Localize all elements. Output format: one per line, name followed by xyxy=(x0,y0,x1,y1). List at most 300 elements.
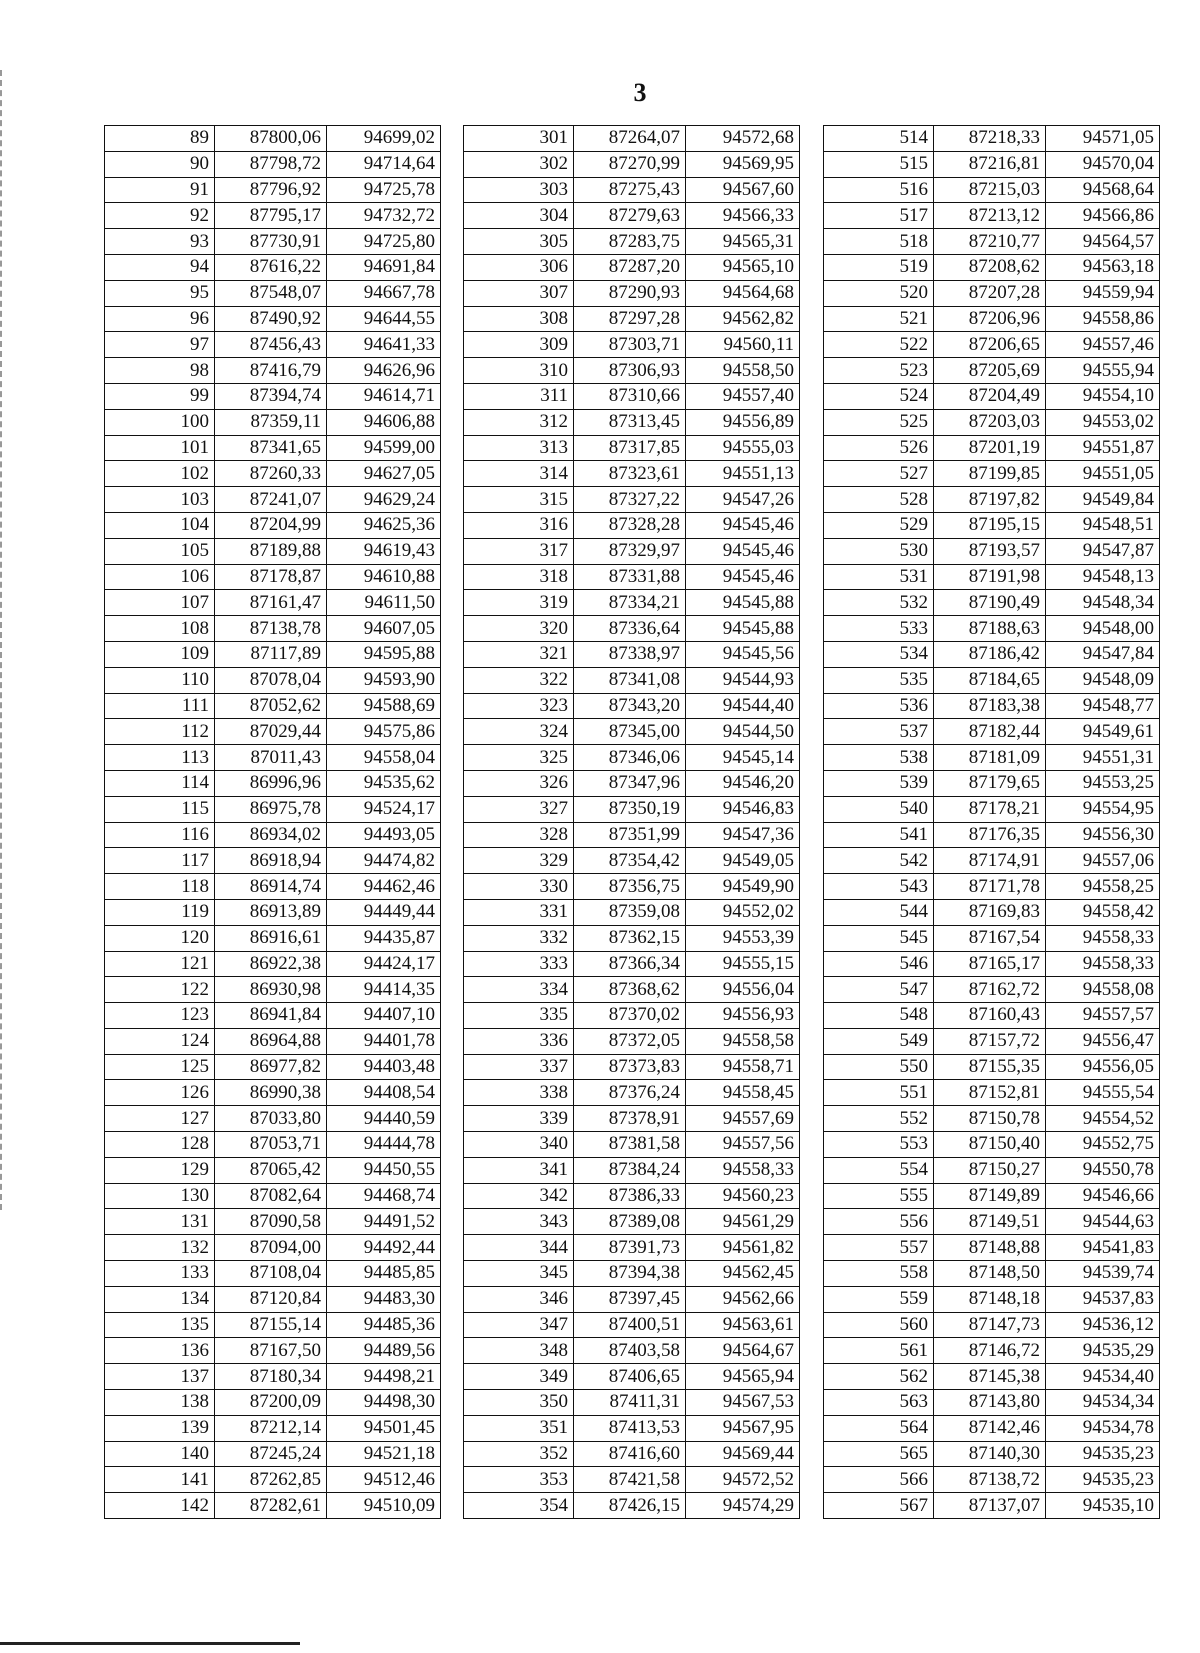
y-coordinate-cell: 94501,45 xyxy=(327,1415,441,1441)
y-coordinate-cell: 94546,66 xyxy=(1046,1183,1160,1209)
point-number-cell: 342 xyxy=(464,1183,574,1209)
y-coordinate-cell: 94544,40 xyxy=(686,693,800,719)
table-row xyxy=(105,435,441,461)
x-coordinate-cell: 87411,31 xyxy=(574,1390,686,1416)
table-row xyxy=(824,745,1160,771)
x-coordinate-cell: 87331,88 xyxy=(574,564,686,590)
point-number-cell: 131 xyxy=(105,1209,215,1235)
point-number-cell: 353 xyxy=(464,1467,574,1493)
y-coordinate-cell: 94545,46 xyxy=(686,512,800,538)
x-coordinate-cell: 87190,49 xyxy=(934,590,1046,616)
point-number-cell: 554 xyxy=(824,1157,934,1183)
x-coordinate-cell: 87117,89 xyxy=(215,641,327,667)
x-coordinate-cell: 87313,45 xyxy=(574,409,686,435)
scan-edge-marks xyxy=(0,70,4,1210)
point-number-cell: 553 xyxy=(824,1132,934,1158)
table-row xyxy=(105,332,441,358)
table-row xyxy=(824,1209,1160,1235)
point-number-cell: 139 xyxy=(105,1415,215,1441)
y-coordinate-cell: 94403,48 xyxy=(327,1054,441,1080)
y-coordinate-cell: 94558,50 xyxy=(686,358,800,384)
table-row xyxy=(824,977,1160,1003)
x-coordinate-cell: 87336,64 xyxy=(574,616,686,642)
y-coordinate-cell: 94570,04 xyxy=(1046,151,1160,177)
x-coordinate-cell: 87384,24 xyxy=(574,1157,686,1183)
x-coordinate-cell: 87372,05 xyxy=(574,1028,686,1054)
y-coordinate-cell: 94491,52 xyxy=(327,1209,441,1235)
table-row xyxy=(105,745,441,771)
point-number-cell: 128 xyxy=(105,1132,215,1158)
x-coordinate-cell: 87391,73 xyxy=(574,1235,686,1261)
x-coordinate-cell: 87245,24 xyxy=(215,1441,327,1467)
table-row xyxy=(105,590,441,616)
table-row xyxy=(464,564,800,590)
x-coordinate-cell: 87329,97 xyxy=(574,538,686,564)
table-row xyxy=(105,564,441,590)
x-coordinate-cell: 87210,77 xyxy=(934,229,1046,255)
table-row xyxy=(464,1183,800,1209)
y-coordinate-cell: 94610,88 xyxy=(327,564,441,590)
x-coordinate-cell: 87203,03 xyxy=(934,409,1046,435)
table-row xyxy=(105,1390,441,1416)
y-coordinate-cell: 94556,47 xyxy=(1046,1028,1160,1054)
x-coordinate-cell: 87206,96 xyxy=(934,306,1046,332)
point-number-cell: 556 xyxy=(824,1209,934,1235)
point-number-cell: 327 xyxy=(464,796,574,822)
point-number-cell: 111 xyxy=(105,693,215,719)
y-coordinate-cell: 94563,61 xyxy=(686,1312,800,1338)
x-coordinate-cell: 87065,42 xyxy=(215,1157,327,1183)
x-coordinate-cell: 87171,78 xyxy=(934,874,1046,900)
x-coordinate-cell: 87191,98 xyxy=(934,564,1046,590)
table-row xyxy=(824,874,1160,900)
y-coordinate-cell: 94558,25 xyxy=(1046,874,1160,900)
y-coordinate-cell: 94485,36 xyxy=(327,1312,441,1338)
x-coordinate-cell: 87161,47 xyxy=(215,590,327,616)
table-row xyxy=(824,641,1160,667)
y-coordinate-cell: 94545,14 xyxy=(686,745,800,771)
y-coordinate-cell: 94547,26 xyxy=(686,487,800,513)
table-row xyxy=(824,1312,1160,1338)
point-number-cell: 336 xyxy=(464,1028,574,1054)
y-coordinate-cell: 94553,02 xyxy=(1046,409,1160,435)
y-coordinate-cell: 94556,89 xyxy=(686,409,800,435)
table-row xyxy=(824,512,1160,538)
table-row xyxy=(824,126,1160,152)
x-coordinate-cell: 87341,08 xyxy=(574,667,686,693)
x-coordinate-cell: 87334,21 xyxy=(574,590,686,616)
x-coordinate-cell: 87426,15 xyxy=(574,1493,686,1519)
point-number-cell: 320 xyxy=(464,616,574,642)
point-number-cell: 137 xyxy=(105,1364,215,1390)
x-coordinate-cell: 87350,19 xyxy=(574,796,686,822)
x-coordinate-cell: 87152,81 xyxy=(934,1080,1046,1106)
table-row xyxy=(105,848,441,874)
table-row xyxy=(464,590,800,616)
y-coordinate-cell: 94588,69 xyxy=(327,693,441,719)
table-row xyxy=(824,822,1160,848)
x-coordinate-cell: 87146,72 xyxy=(934,1338,1046,1364)
x-coordinate-cell: 87310,66 xyxy=(574,383,686,409)
table-row xyxy=(464,899,800,925)
table-row xyxy=(464,1080,800,1106)
table-row xyxy=(105,977,441,1003)
point-number-cell: 525 xyxy=(824,409,934,435)
table-row xyxy=(464,1235,800,1261)
point-number-cell: 104 xyxy=(105,512,215,538)
x-coordinate-cell: 87147,73 xyxy=(934,1312,1046,1338)
point-number-cell: 532 xyxy=(824,590,934,616)
x-coordinate-cell: 87373,83 xyxy=(574,1054,686,1080)
x-coordinate-cell: 87341,65 xyxy=(215,435,327,461)
y-coordinate-cell: 94566,33 xyxy=(686,203,800,229)
table-row xyxy=(824,1003,1160,1029)
table-row xyxy=(464,822,800,848)
y-coordinate-cell: 94544,63 xyxy=(1046,1209,1160,1235)
point-number-cell: 99 xyxy=(105,383,215,409)
x-coordinate-cell: 87270,99 xyxy=(574,151,686,177)
x-coordinate-cell: 87145,38 xyxy=(934,1364,1046,1390)
table-row xyxy=(464,977,800,1003)
y-coordinate-cell: 94558,86 xyxy=(1046,306,1160,332)
table-row xyxy=(824,1338,1160,1364)
table-row xyxy=(824,1106,1160,1132)
table-row xyxy=(464,1106,800,1132)
y-coordinate-cell: 94564,68 xyxy=(686,280,800,306)
point-number-cell: 551 xyxy=(824,1080,934,1106)
y-coordinate-cell: 94599,00 xyxy=(327,435,441,461)
y-coordinate-cell: 94593,90 xyxy=(327,667,441,693)
y-coordinate-cell: 94545,56 xyxy=(686,641,800,667)
y-coordinate-cell: 94551,87 xyxy=(1046,435,1160,461)
table-row xyxy=(824,796,1160,822)
table-row xyxy=(464,487,800,513)
y-coordinate-cell: 94554,10 xyxy=(1046,383,1160,409)
point-number-cell: 138 xyxy=(105,1390,215,1416)
y-coordinate-cell: 94571,05 xyxy=(1046,126,1160,152)
y-coordinate-cell: 94545,88 xyxy=(686,616,800,642)
point-number-cell: 116 xyxy=(105,822,215,848)
y-coordinate-cell: 94440,59 xyxy=(327,1106,441,1132)
x-coordinate-cell: 87386,33 xyxy=(574,1183,686,1209)
y-coordinate-cell: 94561,29 xyxy=(686,1209,800,1235)
table-row xyxy=(105,1080,441,1106)
point-number-cell: 135 xyxy=(105,1312,215,1338)
y-coordinate-cell: 94558,33 xyxy=(1046,951,1160,977)
table-row xyxy=(824,616,1160,642)
point-number-cell: 558 xyxy=(824,1261,934,1287)
table-row xyxy=(105,899,441,925)
x-coordinate-cell: 87376,24 xyxy=(574,1080,686,1106)
point-number-cell: 562 xyxy=(824,1364,934,1390)
y-coordinate-cell: 94492,44 xyxy=(327,1235,441,1261)
x-coordinate-cell: 87120,84 xyxy=(215,1286,327,1312)
y-coordinate-cell: 94566,86 xyxy=(1046,203,1160,229)
x-coordinate-cell: 87148,50 xyxy=(934,1261,1046,1287)
point-number-cell: 316 xyxy=(464,512,574,538)
x-coordinate-cell: 87143,80 xyxy=(934,1390,1046,1416)
x-coordinate-cell: 87456,43 xyxy=(215,332,327,358)
x-coordinate-cell: 86918,94 xyxy=(215,848,327,874)
y-coordinate-cell: 94614,71 xyxy=(327,383,441,409)
y-coordinate-cell: 94557,69 xyxy=(686,1106,800,1132)
x-coordinate-cell: 87160,43 xyxy=(934,1003,1046,1029)
table-row xyxy=(824,1390,1160,1416)
x-coordinate-cell: 87359,11 xyxy=(215,409,327,435)
y-coordinate-cell: 94555,54 xyxy=(1046,1080,1160,1106)
x-coordinate-cell: 87138,72 xyxy=(934,1467,1046,1493)
x-coordinate-cell: 87327,22 xyxy=(574,487,686,513)
y-coordinate-cell: 94606,88 xyxy=(327,409,441,435)
table-row xyxy=(824,1080,1160,1106)
x-coordinate-cell: 87193,57 xyxy=(934,538,1046,564)
x-coordinate-cell: 87157,72 xyxy=(934,1028,1046,1054)
table-row xyxy=(824,177,1160,203)
x-coordinate-cell: 87150,40 xyxy=(934,1132,1046,1158)
table-row xyxy=(105,951,441,977)
y-coordinate-cell: 94498,21 xyxy=(327,1364,441,1390)
x-coordinate-cell: 87189,88 xyxy=(215,538,327,564)
x-coordinate-cell: 87394,38 xyxy=(574,1261,686,1287)
point-number-cell: 349 xyxy=(464,1364,574,1390)
y-coordinate-cell: 94558,08 xyxy=(1046,977,1160,1003)
y-coordinate-cell: 94545,88 xyxy=(686,590,800,616)
x-coordinate-cell: 87264,07 xyxy=(574,126,686,152)
x-coordinate-cell: 87186,42 xyxy=(934,641,1046,667)
x-coordinate-cell: 87290,93 xyxy=(574,280,686,306)
point-number-cell: 518 xyxy=(824,229,934,255)
point-number-cell: 302 xyxy=(464,151,574,177)
x-coordinate-cell: 87137,07 xyxy=(934,1493,1046,1519)
y-coordinate-cell: 94725,80 xyxy=(327,229,441,255)
table-row xyxy=(105,693,441,719)
x-coordinate-cell: 87180,34 xyxy=(215,1364,327,1390)
point-number-cell: 96 xyxy=(105,306,215,332)
point-number-cell: 563 xyxy=(824,1390,934,1416)
point-number-cell: 343 xyxy=(464,1209,574,1235)
point-number-cell: 326 xyxy=(464,770,574,796)
y-coordinate-cell: 94545,46 xyxy=(686,538,800,564)
table-row xyxy=(464,151,800,177)
x-coordinate-cell: 87176,35 xyxy=(934,822,1046,848)
table-row xyxy=(464,383,800,409)
y-coordinate-cell: 94611,50 xyxy=(327,590,441,616)
x-coordinate-cell: 87548,07 xyxy=(215,280,327,306)
x-coordinate-cell: 87279,63 xyxy=(574,203,686,229)
y-coordinate-cell: 94551,05 xyxy=(1046,461,1160,487)
y-coordinate-cell: 94607,05 xyxy=(327,616,441,642)
table-row xyxy=(824,899,1160,925)
table-row xyxy=(824,1286,1160,1312)
y-coordinate-cell: 94541,83 xyxy=(1046,1235,1160,1261)
table-row xyxy=(464,358,800,384)
point-number-cell: 335 xyxy=(464,1003,574,1029)
x-coordinate-cell: 87204,99 xyxy=(215,512,327,538)
point-number-cell: 341 xyxy=(464,1157,574,1183)
table-row xyxy=(824,590,1160,616)
x-coordinate-cell: 87052,62 xyxy=(215,693,327,719)
y-coordinate-cell: 94535,23 xyxy=(1046,1441,1160,1467)
point-number-cell: 536 xyxy=(824,693,934,719)
table-row xyxy=(464,409,800,435)
x-coordinate-cell: 86941,84 xyxy=(215,1003,327,1029)
y-coordinate-cell: 94449,44 xyxy=(327,899,441,925)
coordinate-table-2 xyxy=(463,125,800,1519)
point-number-cell: 321 xyxy=(464,641,574,667)
x-coordinate-cell: 87730,91 xyxy=(215,229,327,255)
x-coordinate-cell: 87403,58 xyxy=(574,1338,686,1364)
point-number-cell: 115 xyxy=(105,796,215,822)
x-coordinate-cell: 87343,20 xyxy=(574,693,686,719)
y-coordinate-cell: 94644,55 xyxy=(327,306,441,332)
table-row xyxy=(824,254,1160,280)
table-row xyxy=(824,951,1160,977)
table-row xyxy=(464,1286,800,1312)
y-coordinate-cell: 94548,09 xyxy=(1046,667,1160,693)
point-number-cell: 304 xyxy=(464,203,574,229)
x-coordinate-cell: 87406,65 xyxy=(574,1364,686,1390)
point-number-cell: 338 xyxy=(464,1080,574,1106)
y-coordinate-cell: 94489,56 xyxy=(327,1338,441,1364)
y-coordinate-cell: 94699,02 xyxy=(327,126,441,152)
x-coordinate-cell: 87215,03 xyxy=(934,177,1046,203)
point-number-cell: 95 xyxy=(105,280,215,306)
point-number-cell: 351 xyxy=(464,1415,574,1441)
point-number-cell: 315 xyxy=(464,487,574,513)
x-coordinate-cell: 87351,99 xyxy=(574,822,686,848)
y-coordinate-cell: 94691,84 xyxy=(327,254,441,280)
point-number-cell: 323 xyxy=(464,693,574,719)
table-row xyxy=(464,1003,800,1029)
table-row xyxy=(105,1441,441,1467)
point-number-cell: 319 xyxy=(464,590,574,616)
y-coordinate-cell: 94558,58 xyxy=(686,1028,800,1054)
point-number-cell: 329 xyxy=(464,848,574,874)
point-number-cell: 127 xyxy=(105,1106,215,1132)
x-coordinate-cell: 87053,71 xyxy=(215,1132,327,1158)
x-coordinate-cell: 86930,98 xyxy=(215,977,327,1003)
point-number-cell: 98 xyxy=(105,358,215,384)
y-coordinate-cell: 94558,04 xyxy=(327,745,441,771)
table-row xyxy=(105,461,441,487)
x-coordinate-cell: 87182,44 xyxy=(934,719,1046,745)
y-coordinate-cell: 94462,46 xyxy=(327,874,441,900)
table-row xyxy=(105,1054,441,1080)
table-row xyxy=(824,203,1160,229)
x-coordinate-cell: 87260,33 xyxy=(215,461,327,487)
table-row xyxy=(464,512,800,538)
y-coordinate-cell: 94547,84 xyxy=(1046,641,1160,667)
x-coordinate-cell: 87181,09 xyxy=(934,745,1046,771)
point-number-cell: 305 xyxy=(464,229,574,255)
point-number-cell: 325 xyxy=(464,745,574,771)
point-number-cell: 317 xyxy=(464,538,574,564)
x-coordinate-cell: 87370,02 xyxy=(574,1003,686,1029)
table-row xyxy=(105,383,441,409)
y-coordinate-cell: 94474,82 xyxy=(327,848,441,874)
point-number-cell: 331 xyxy=(464,899,574,925)
point-number-cell: 543 xyxy=(824,874,934,900)
y-coordinate-cell: 94641,33 xyxy=(327,332,441,358)
point-number-cell: 130 xyxy=(105,1183,215,1209)
table-row xyxy=(105,1106,441,1132)
y-coordinate-cell: 94548,13 xyxy=(1046,564,1160,590)
x-coordinate-cell: 87359,08 xyxy=(574,899,686,925)
y-coordinate-cell: 94534,34 xyxy=(1046,1390,1160,1416)
point-number-cell: 519 xyxy=(824,254,934,280)
point-number-cell: 534 xyxy=(824,641,934,667)
y-coordinate-cell: 94558,42 xyxy=(1046,899,1160,925)
y-coordinate-cell: 94560,23 xyxy=(686,1183,800,1209)
point-number-cell: 354 xyxy=(464,1493,574,1519)
table-row xyxy=(105,151,441,177)
y-coordinate-cell: 94562,66 xyxy=(686,1286,800,1312)
point-number-cell: 123 xyxy=(105,1003,215,1029)
y-coordinate-cell: 94562,45 xyxy=(686,1261,800,1287)
x-coordinate-cell: 87178,87 xyxy=(215,564,327,590)
table-row xyxy=(105,1209,441,1235)
y-coordinate-cell: 94556,04 xyxy=(686,977,800,1003)
y-coordinate-cell: 94435,87 xyxy=(327,925,441,951)
table-row xyxy=(105,126,441,152)
table-row xyxy=(464,435,800,461)
x-coordinate-cell: 87275,43 xyxy=(574,177,686,203)
table-row xyxy=(464,1441,800,1467)
table-row xyxy=(464,126,800,152)
point-number-cell: 132 xyxy=(105,1235,215,1261)
footnote-rule xyxy=(0,1642,300,1645)
table-row xyxy=(105,1364,441,1390)
point-number-cell: 328 xyxy=(464,822,574,848)
x-coordinate-cell: 87421,58 xyxy=(574,1467,686,1493)
point-number-cell: 516 xyxy=(824,177,934,203)
y-coordinate-cell: 94539,74 xyxy=(1046,1261,1160,1287)
y-coordinate-cell: 94567,95 xyxy=(686,1415,800,1441)
x-coordinate-cell: 87356,75 xyxy=(574,874,686,900)
y-coordinate-cell: 94524,17 xyxy=(327,796,441,822)
point-number-cell: 100 xyxy=(105,409,215,435)
point-number-cell: 330 xyxy=(464,874,574,900)
y-coordinate-cell: 94565,31 xyxy=(686,229,800,255)
y-coordinate-cell: 94557,56 xyxy=(686,1132,800,1158)
point-number-cell: 334 xyxy=(464,977,574,1003)
x-coordinate-cell: 87148,18 xyxy=(934,1286,1046,1312)
x-coordinate-cell: 87323,61 xyxy=(574,461,686,487)
y-coordinate-cell: 94629,24 xyxy=(327,487,441,513)
x-coordinate-cell: 87213,12 xyxy=(934,203,1046,229)
table-row xyxy=(824,1467,1160,1493)
x-coordinate-cell: 87795,17 xyxy=(215,203,327,229)
table-row xyxy=(105,1003,441,1029)
x-coordinate-cell: 87208,62 xyxy=(934,254,1046,280)
x-coordinate-cell: 87389,08 xyxy=(574,1209,686,1235)
table-row xyxy=(824,151,1160,177)
point-number-cell: 114 xyxy=(105,770,215,796)
point-number-cell: 527 xyxy=(824,461,934,487)
table-row xyxy=(464,203,800,229)
table-row xyxy=(824,280,1160,306)
table-row xyxy=(105,796,441,822)
x-coordinate-cell: 87165,17 xyxy=(934,951,1046,977)
table-row xyxy=(464,1054,800,1080)
x-coordinate-cell: 87328,28 xyxy=(574,512,686,538)
y-coordinate-cell: 94535,23 xyxy=(1046,1467,1160,1493)
point-number-cell: 119 xyxy=(105,899,215,925)
table-row xyxy=(105,1235,441,1261)
point-number-cell: 125 xyxy=(105,1054,215,1080)
point-number-cell: 301 xyxy=(464,126,574,152)
y-coordinate-cell: 94560,11 xyxy=(686,332,800,358)
